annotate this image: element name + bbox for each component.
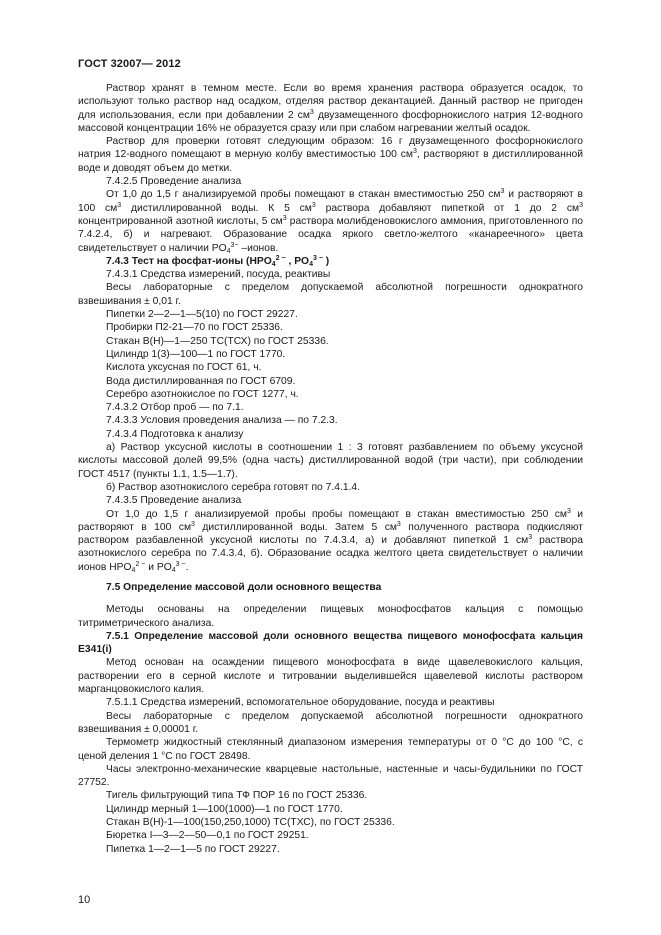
- document-body: [78, 82, 583, 856]
- list-item: Бюретка I—3—2—50—0,1 по ГОСТ 29251.: [106, 830, 309, 842]
- subsection-heading: 7.4.3 Тест на фосфат-ионы ($HPO_4^{2 -}$ , $PO_4^{3 -}$ ): [106, 254, 330, 268]
- list-item: Цилиндр 1(3)—100—1 по ГОСТ 1770.: [106, 348, 286, 360]
- paragraph: От 1,0 до 1,5 г анализируемой пробы помещают в стакан вместимостью 250 $см^3$ и растворяют в 100 $см^3$ дистиллированной воды. К 5 $см^3$ раствора добавляют пипеткой от 1 до 2 $см^3$ концентрированной азотной кислоты, 5 $см^3$ раствора молибденовокислого аммония, приготовленного по 7.4.2.4, б) и нагревают. Образование осадка яркого светло-желтого «канареечного» цвета свидетельствует о наличии $PO_4^{3-}$ –ионов.: [78, 188, 583, 255]
- paragraph: б) Раствор азотнокислого серебра готовят по 7.4.1.4.: [106, 481, 360, 493]
- list-item: 7.4.3.3 Условия проведения анализа — по 7.2.3.: [106, 415, 338, 427]
- list-item: 7.4.3.2 Отбор проб — по 7.1.: [106, 402, 244, 414]
- list-item: Пипетки 2—2—1—5(10) по ГОСТ 29227.: [106, 309, 298, 321]
- paragraph: Методы основаны на определении пищевых монофосфатов кальция с помощью титриметрического анализа.: [78, 604, 583, 629]
- paragraph: Весы лабораторные с пределом допускаемой абсолютной погрешности однократного взвешивания ± 0,01 г.: [78, 282, 583, 307]
- subsection-heading-7-5-1: 7.5.1 Определение массовой доли основного вещества пищевого монофосфата кальция Е341(i): [78, 630, 583, 656]
- paragraph: От 1,0 до 1,5 г анализируемой пробы пробы помещают в стакан вместимостью 250 $см^3$ и растворяют в 100 $см^3$ дистиллированной воды. Затем 5 $см^3$ полученного раствора подкисляют раствором разбавленной уксусной кислоты по 7.4.3.4, а) и добавляют пипеткой 1 $см^3$ раствора азотнокислого серебра по 7.4.3.4, б). Образование осадка желтого цвета свидетельствует о наличии ионов $HPO_4^{2 -}$ и $PO_4^{3 -}$.: [78, 507, 583, 574]
- list-item: Пробирки П2-21—70 по ГОСТ 25336.: [106, 322, 283, 334]
- document-header: ГОСТ 32007— 2012: [78, 58, 181, 70]
- list-item: Пипетка 1—2—1—5 по ГОСТ 29227.: [106, 843, 280, 855]
- section-heading-7-5: 7.5 Определение массовой доли основного вещества: [106, 581, 382, 593]
- list-item: Тигель фильтрующий типа ТФ ПОР 16 по ГОСТ 25336.: [106, 790, 368, 802]
- paragraph: Раствор хранят в темном месте. Если во время хранения раствора образуется осадок, то используют только раствор над осадком, отделяя раствор декантацией. Данный раствор не пригоден для использования, если при добавлении 2 $см^3$ двузамещенного фосфорнокислого натрия 12-водного массовой концентрации 16% не образуется сразу или при слабом нагревании желтый осадок.: [78, 83, 583, 134]
- section-heading: 7.5.1.1 Средства измерений, вспомогательное оборудование, посуда и реактивы: [106, 697, 495, 709]
- list-item: Серебро азотнокислое по ГОСТ 1277, ч.: [106, 388, 299, 400]
- paragraph: а) Раствор уксусной кислоты в соотношении 1 : 3 готовят разбавлением по объему уксусной кислоты массовой долей 99,5% (одна часть) дистиллированной водой (три части), при соблюдении ГОСТ 4517 (пункты 1.1, 1.5—1.7).: [78, 442, 583, 480]
- list-item: Стакан В(Н)-1—100(150,250,1000) ТС(ТХС), по ГОСТ 25336.: [106, 817, 395, 829]
- section-heading: 7.4.3.1 Средства измерений, посуда, реактивы: [106, 269, 331, 281]
- list-item: Кислота уксусная по ГОСТ 61, ч.: [106, 362, 262, 374]
- paragraph: Весы лабораторные с пределом допускаемой абсолютной погрешности однократного взвешивания ± 0,00001 г.: [78, 710, 583, 735]
- paragraph: Часы электронно-механические кварцевые настольные, настенные и часы-будильники по ГОСТ 27752.: [78, 763, 583, 789]
- paragraph: Метод основан на осаждении пищевого монофосфата в виде щавелевокислого кальция, растворении его в серной кислоте и титровании выделившейся щавелевой кислоты раствором марганцовокислого калия.: [78, 657, 583, 696]
- page-number: 10: [78, 894, 91, 906]
- list-item: Вода дистиллированная по ГОСТ 6709.: [106, 375, 296, 387]
- section-heading: 7.4.2.5 Проведение анализа: [106, 176, 242, 188]
- paragraph: Термометр жидкостный стеклянный диапазоном измерения температуры от 0 °С до 100 °С, с ценой деления 1 °С по ГОСТ 28498.: [78, 737, 583, 762]
- list-item: Цилиндр мерный 1—100(1000)—1 по ГОСТ 1770.: [106, 803, 343, 815]
- section-heading: 7.4.3.5 Проведение анализа: [106, 495, 242, 507]
- paragraph: Раствор для проверки готовят следующим образом: 16 г двузамещенного фосфорнокислого натрия 12-водного помещают в мерную колбу вместимостью 100 $см^3$, растворяют в дистиллированной воде и доводят объем до метки.: [78, 136, 583, 174]
- list-item: 7.4.3.4 Подготовка к анализу: [106, 428, 244, 440]
- list-item: Стакан В(Н)—1—250 ТС(ТСХ) по ГОСТ 25336.: [106, 335, 329, 347]
